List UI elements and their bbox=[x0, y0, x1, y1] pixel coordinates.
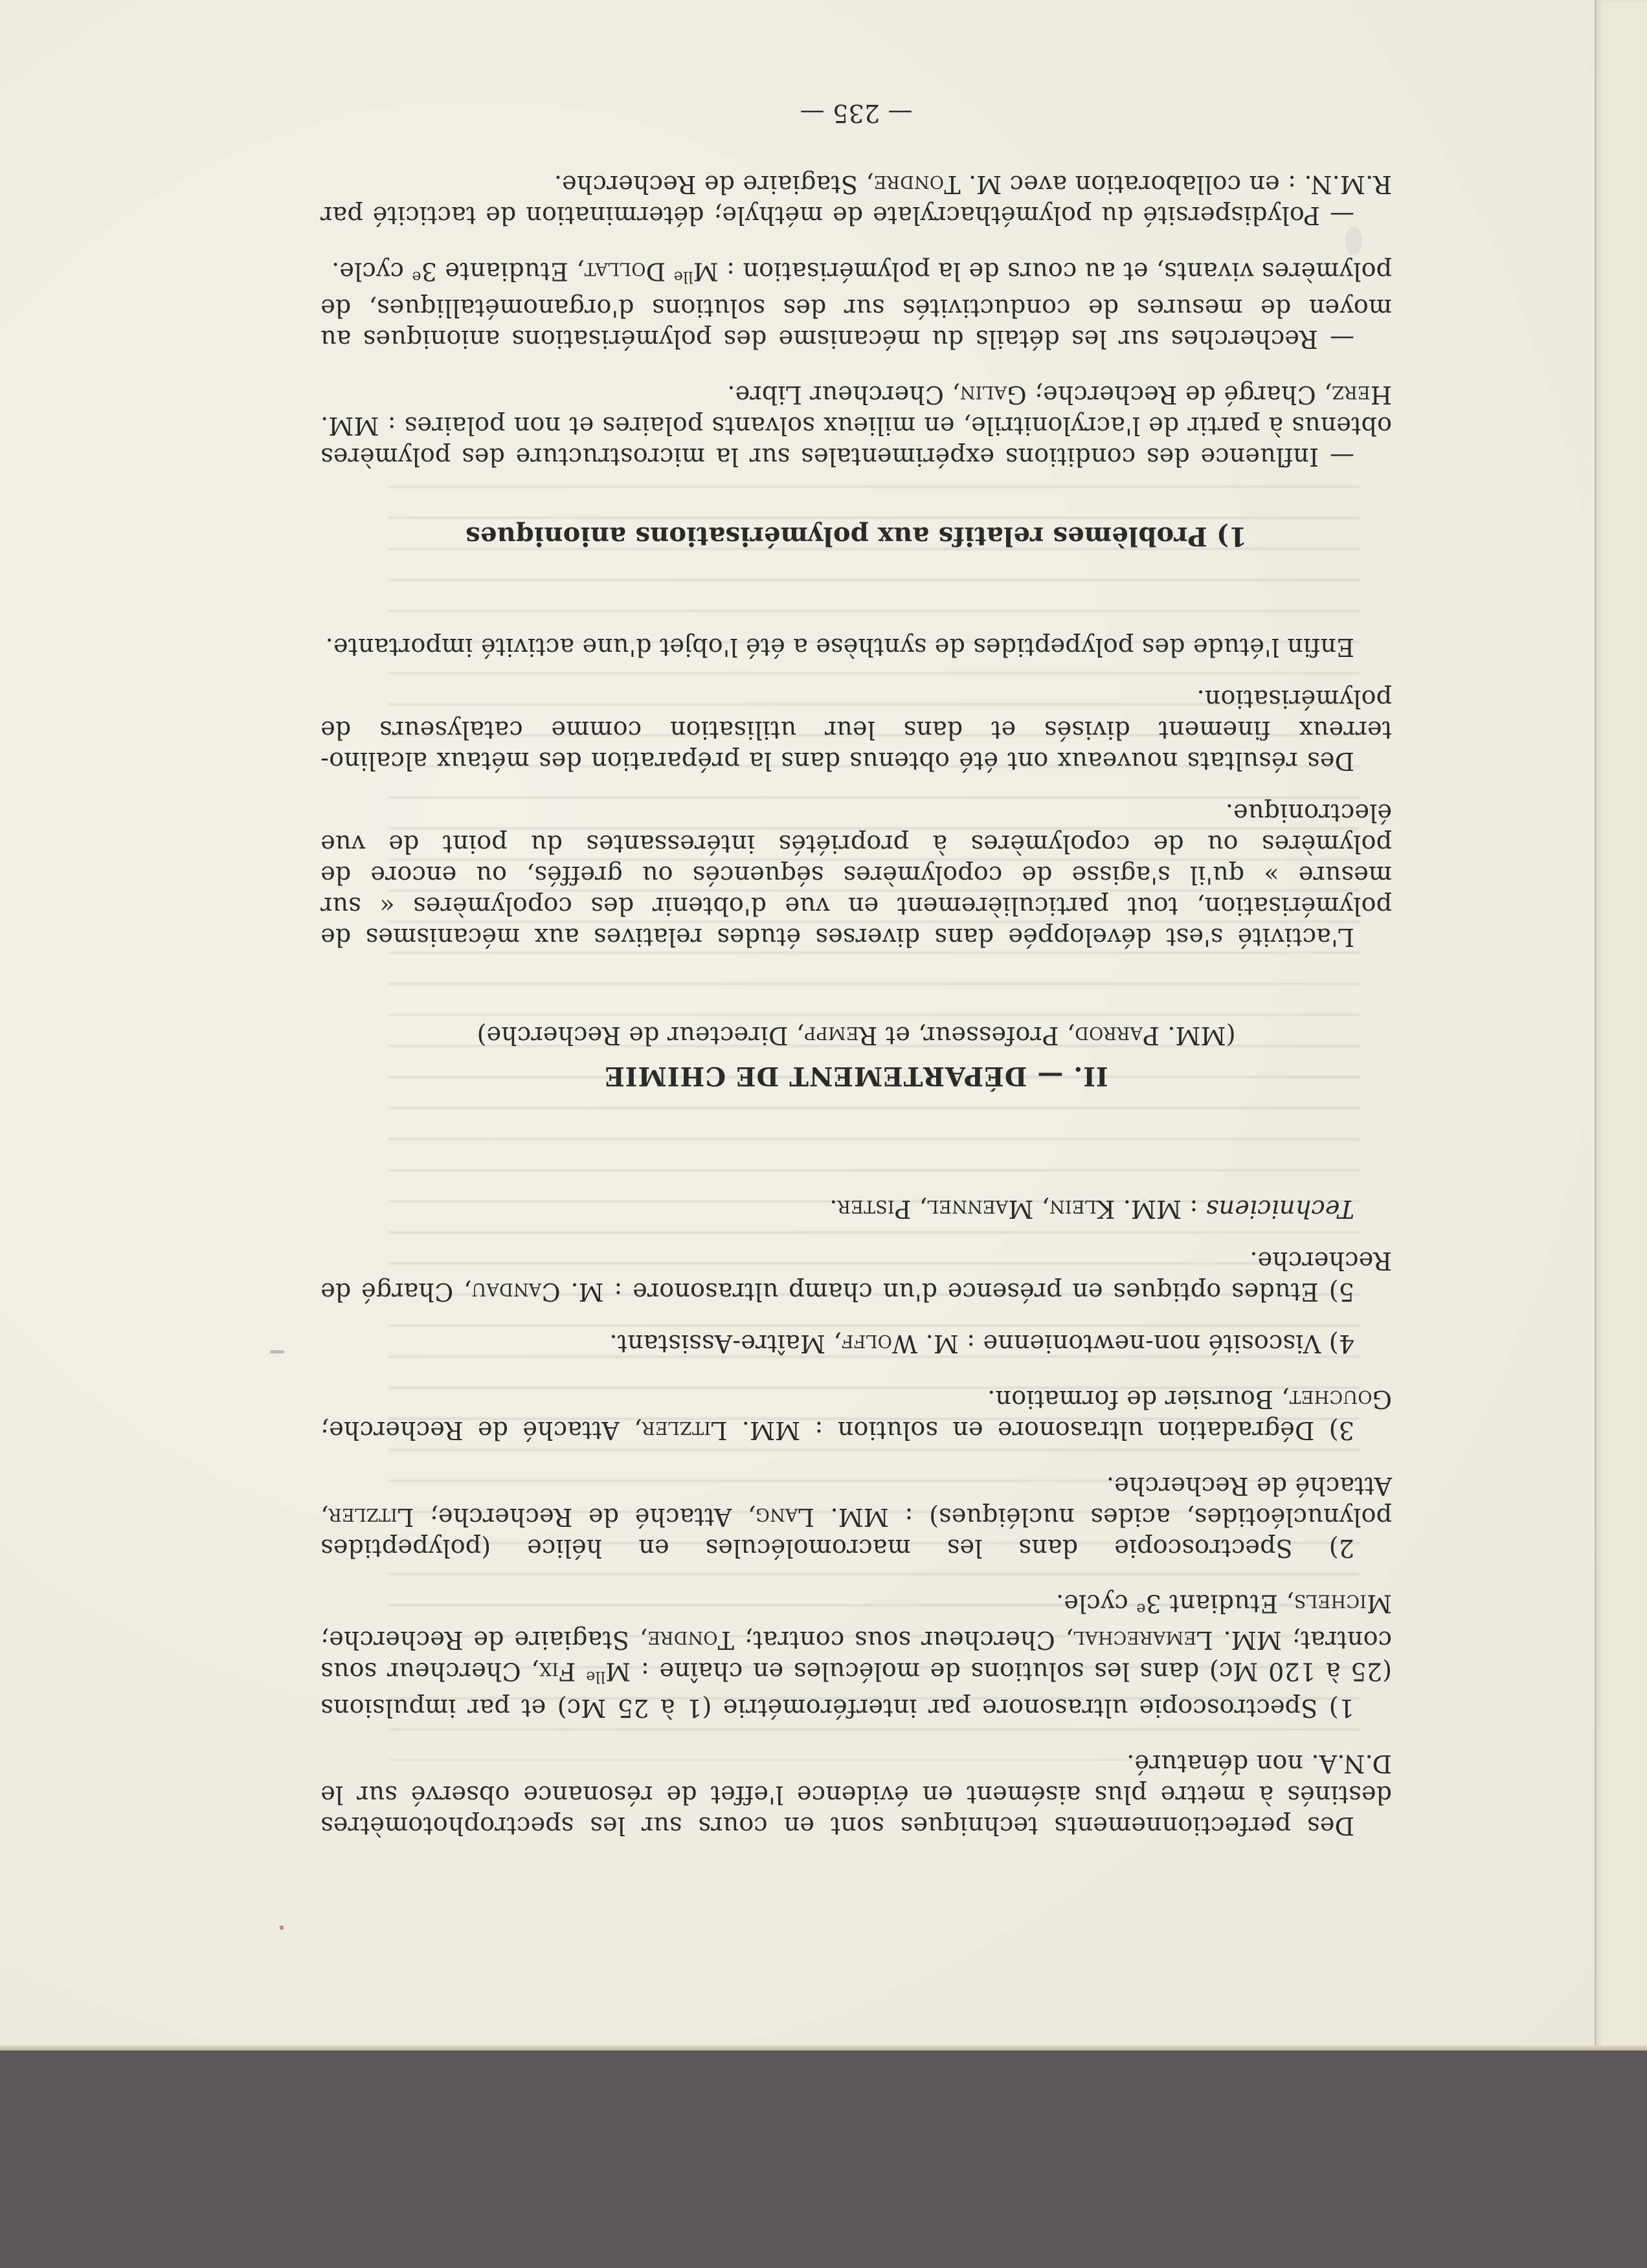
bullet-item-2 bbox=[320, 256, 1392, 355]
person-name: Maennel bbox=[926, 1194, 1034, 1223]
section-title: II. — DÉPARTEMENT DE CHIMIE bbox=[604, 1060, 1108, 1091]
body-paragraph: L'activité s'est développée dans diverses études relatives aux mécanismes de polymérisation, tout particulièrement en vue d'obtenir des copolymères « sur mesure » qu'il s'agisse de copolymères séquencés ou greffés, ou encore de polymères ou de copolymères à propriétés intéressantes du point de vue électronique. bbox=[320, 798, 1392, 951]
item-text: , Stagiaire de Recherche; bbox=[320, 1626, 648, 1655]
subtitle-text: , Directeur de Recherche) bbox=[476, 1021, 805, 1050]
list-item-1 bbox=[320, 1588, 1392, 1724]
item-sup: e bbox=[1136, 1600, 1146, 1619]
person-name: Litzler bbox=[642, 1416, 728, 1445]
person-name: Tondre bbox=[647, 1626, 735, 1655]
page-bottom-edge bbox=[0, 2045, 1647, 2051]
person-name: Parrod bbox=[1075, 1021, 1160, 1050]
list-item-2 bbox=[320, 1471, 1392, 1564]
list-item-3 bbox=[320, 1384, 1392, 1446]
item-text: 2) Spectroscopie dans les macromolécules en hélice (polypeptides polynucléotides, acides nucléiques) : MM. bbox=[320, 1502, 1392, 1562]
item-text: , Attaché de Recherche; bbox=[320, 1416, 642, 1445]
bullet-text: , Stagiaire de Recherche. bbox=[554, 170, 874, 199]
person-name: Klein bbox=[1049, 1194, 1115, 1223]
item-text: cycle. bbox=[1055, 1589, 1137, 1618]
person-name: Galin bbox=[959, 380, 1027, 409]
item-text: , Boursier de formation. bbox=[987, 1384, 1290, 1414]
bullet-text: — Recherches sur les détails du mécanisme des polymérisations anioniques au moyen de mesures de conductivités sur des solutions d'organométalliques, de polymères vivants, et au cours de la polymérisation : M bbox=[320, 257, 1392, 353]
list-item-5 bbox=[320, 1245, 1392, 1307]
subtitle-text: (MM. bbox=[1159, 1021, 1236, 1050]
bullet-text: — Influence des conditions expérimentales sur la microstructure des polymères obtenus à partir de l'acrylonitrile, en milieux solvants polaires et non polaires : MM. bbox=[320, 411, 1392, 471]
person-name: Wolff bbox=[841, 1329, 918, 1358]
person-name: Litzler bbox=[328, 1502, 414, 1531]
item-text: , Etudiant 3 bbox=[1145, 1589, 1294, 1618]
item-text: , Chercheur sous contrat; bbox=[734, 1626, 1073, 1655]
technicians-text: : MM. bbox=[1115, 1194, 1206, 1223]
person-name: Lang bbox=[756, 1502, 814, 1531]
page-number: — 235 — bbox=[800, 99, 913, 128]
intro-text: Des perfectionnements techniques sont en cours sur les spectrophotomètres destinés à mettre plus aisément en évidence l'effet de résonance observé sur le D.N.A. non dénaturé. bbox=[320, 1750, 1392, 1840]
item-sup: lle bbox=[586, 1668, 606, 1686]
item-text: 3) Dégradation ultrasonore en solution : MM. bbox=[727, 1416, 1354, 1445]
page-content-rotated bbox=[320, 99, 1392, 1841]
bullet-text: — Polydispersité du polyméthacrylate de méthyle; détermination de tacticité par R.M.N. : en collaboration avec M. bbox=[320, 170, 1392, 230]
body-paragraph: Enfin l'étude des polypeptides de synthèse a été l'objet d'une activité importante. bbox=[325, 632, 1354, 662]
margin-red-dot bbox=[280, 1926, 284, 1929]
person-name: Dollat bbox=[584, 257, 666, 286]
technicians-line bbox=[320, 1194, 1392, 1225]
technicians-end: . bbox=[829, 1194, 838, 1223]
person-name: Gouchet bbox=[1289, 1384, 1392, 1414]
bullet-item-3 bbox=[320, 169, 1392, 231]
margin-pencil-mark bbox=[270, 1350, 284, 1353]
person-name: Candau bbox=[471, 1277, 561, 1306]
person-name: Pister bbox=[837, 1194, 912, 1223]
separator: , bbox=[911, 1194, 927, 1223]
person-name: Lemarechal bbox=[1073, 1626, 1213, 1655]
subsection-title: 1) Problèmes relatifs aux polymérisations anioniques bbox=[465, 520, 1248, 551]
person-name: Fix bbox=[539, 1657, 576, 1686]
bullet-sup: lle bbox=[673, 267, 693, 286]
section-subtitle bbox=[320, 1020, 1392, 1051]
list-item-4 bbox=[320, 1328, 1392, 1359]
bullet-sup: e bbox=[412, 267, 421, 286]
bullet-text: cycle. bbox=[331, 257, 412, 286]
item-text: , Chargé de Recherche. bbox=[320, 1246, 1392, 1306]
person-name: Rempp bbox=[804, 1021, 878, 1050]
intro-paragraph bbox=[320, 1748, 1392, 1841]
person-name: Tondre bbox=[873, 170, 961, 199]
item-text: , Attaché de Recherche. bbox=[320, 1471, 1392, 1531]
item-text: 1) Spectroscopie ultrasonore par interférométrie (1 à 25 Mc) et par impulsions (25 à 120 Mc) dans les solutions de molécules en chaîne : M bbox=[320, 1657, 1392, 1722]
bullet-text: , Chargé de Recherche; bbox=[1026, 380, 1332, 409]
person-name: Herz bbox=[1332, 380, 1392, 409]
technicians-label: Techniciens bbox=[1205, 1194, 1354, 1223]
body-paragraph: Des résultats nouveaux ont été obtenus dans la préparation des métaux alcalino-terreux finement divisés et dans leur utilisation comme catalyseurs de polymérisation. bbox=[320, 684, 1392, 775]
item-text: 4) Viscosité non-newtonienne : M. bbox=[917, 1329, 1354, 1358]
bullet-text: , Etudiante 3 bbox=[421, 257, 585, 286]
subtitle-text: , Professeur, et bbox=[877, 1021, 1075, 1050]
adjacent-page-edge bbox=[1595, 0, 1647, 2051]
person-name: Michels bbox=[1294, 1589, 1392, 1618]
bullet-item-1 bbox=[320, 379, 1392, 472]
item-text: , Attaché de Recherche; bbox=[414, 1502, 756, 1531]
separator: , bbox=[1033, 1194, 1049, 1223]
bullet-text: , Chercheur Libre. bbox=[727, 380, 960, 409]
item-text: 5) Etudes optiques en présence d'un champ ultrasonore : M. bbox=[560, 1277, 1354, 1306]
item-text: , Maître-Assistant. bbox=[609, 1329, 842, 1358]
item-text: , Chercheur sous contrat; MM. bbox=[320, 1626, 1392, 1686]
